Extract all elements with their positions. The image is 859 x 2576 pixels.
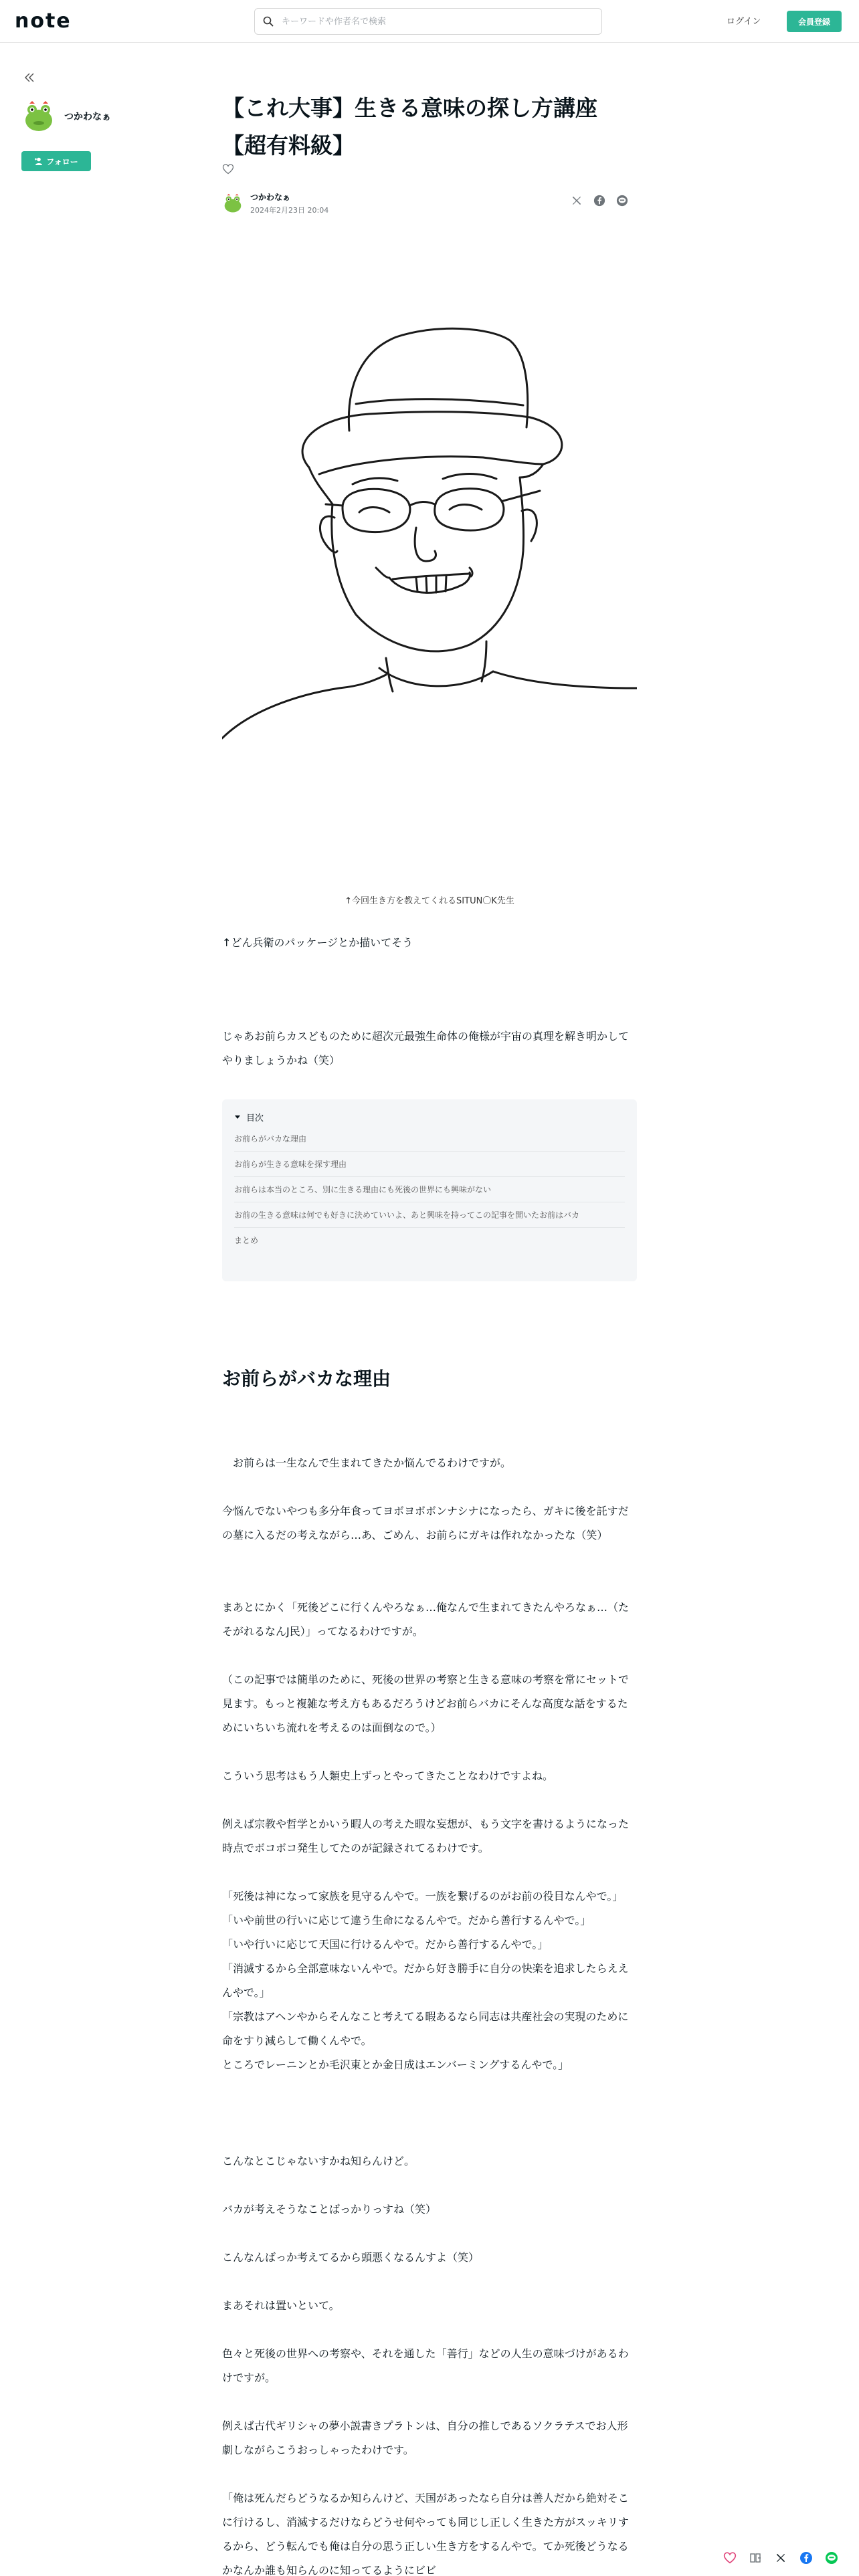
- chevron-down-icon: [234, 1113, 241, 1120]
- sidebar-author[interactable]: [21, 99, 111, 134]
- body-paragraph: 色々と死後の世界への考察や、それを通した「善行」などの人生の意味づけがあるわけですが。: [222, 2347, 629, 2384]
- follow-button[interactable]: [21, 151, 91, 171]
- toc-item[interactable]: お前らは本当のところ、別に生きる理由にも死後の世界にも興味がない: [234, 1177, 625, 1202]
- article-byline: [222, 191, 328, 215]
- floating-action-bar: [723, 2551, 839, 2565]
- toc-item[interactable]: お前らが生きる意味を探す理由: [234, 1152, 625, 1177]
- heart-icon[interactable]: [222, 163, 234, 175]
- intro-paragraph: じゃあお前らカスどものために超次元最強生命体の俺様が宇宙の真理を解き明かしてやりましょうかね（笑）: [222, 1030, 630, 1067]
- body-paragraph: 「死後は神になって家族を見守るんやで。一族を繋げるのがお前の役目なんやで。」 「いや前世の行いに応じて違う生命になるんやで。だから善行するんやで。」 「いや行いに応じて天国に行けるんやで。だから善行するんやで。」 「消滅するから全部意味ないんやで。だから好き勝手に自分の快楽を追求したらええんやで。」 「宗教はアヘンやからそんなこと考えてる暇あるなら同志は共産社会の実現のために命をすり減らして働くんやで。 ところでレーニンとか毛沢東とか金日成はエンバーミングするんやで。」: [222, 1890, 629, 2071]
- follow-label: フォロー: [46, 156, 78, 167]
- search-icon: [263, 16, 274, 27]
- body-paragraph: こういう思考はもう人類史上ずっとやってきたことなわけですよね。: [222, 1769, 554, 1782]
- toc-item[interactable]: まとめ: [234, 1236, 259, 1245]
- toc-item[interactable]: お前の生きる意味は何でも好きに決めていいよ、あと興味を持ってこの記事を開いたお前はバカ: [234, 1202, 625, 1228]
- body-paragraph: 例えば古代ギリシャの夢小説書きプラトンは、自分の推しであるソクラテスでお人形劇しながらこうおっしゃったわけです。: [222, 2420, 628, 2456]
- facebook-share-icon[interactable]: [799, 2551, 814, 2565]
- sidebar-author-name[interactable]: つかわなぁ: [64, 112, 111, 122]
- toc-item[interactable]: お前らがバカな理由: [234, 1126, 625, 1152]
- intro-paragraph: ↑どん兵衛のパッケージとか描いてそう: [222, 936, 413, 949]
- body-paragraph: こんなとこじゃないすかね知らんけど。: [222, 2155, 415, 2167]
- share-buttons: [570, 194, 629, 207]
- body-paragraph: （この記事では簡単のために、死後の世界の考察と生きる意味の考察を常にセットで見ます。もっと複雑な考え方もあるだろうけどお前らバカにそんな高度な話をするためにいちいち流れを考えるのは面倒なので。）: [222, 1673, 630, 1734]
- table-of-contents: [222, 1099, 637, 1281]
- body-paragraph: 「俺は死んだらどうなるか知らんけど、天国があったなら自分は善人だから絶対そこに行けるし、消滅するだけならどうせ何やっても同じし正しく生きた方がスッキリするから、どう転んでも俺は自分の思う正しい生き方をするんやで。てか死後どうなるかなんか誰も知らんのに知ってるようにビビ: [222, 2492, 629, 2576]
- heart-icon[interactable]: [723, 2551, 737, 2565]
- login-link[interactable]: ログイン: [727, 17, 761, 27]
- body-paragraph: お前らは一生なんで生まれてきたか悩んでるわけですが。: [222, 1457, 512, 1469]
- search-box[interactable]: [254, 8, 602, 35]
- toc-heading: 目次: [246, 1113, 264, 1123]
- hero-illustration: [222, 297, 637, 885]
- x-share-icon[interactable]: [773, 2551, 788, 2565]
- byline-author[interactable]: つかわなぁ: [250, 193, 291, 202]
- body-paragraph: まあそれは置いといて。: [222, 2299, 340, 2312]
- author-avatar[interactable]: [21, 99, 56, 134]
- body-paragraph: 今悩んでないやつも多分年食ってヨボヨボボンナシナになったら、ガキに後を託すだの墓に入るだの考えながら…あ、ごめん、お前らにガキは作れなかったな（笑）: [222, 1505, 629, 1541]
- magazine-icon[interactable]: [748, 2551, 763, 2565]
- x-share-icon[interactable]: [570, 194, 583, 207]
- toc-toggle[interactable]: [234, 1107, 625, 1126]
- body-paragraph: まあとにかく「死後どこに行くんやろなぁ…俺なんで生まれてきたんやろなぁ…（たそがれるなんJ民）」ってなるわけですが。: [222, 1601, 630, 1638]
- collapse-sidebar-icon[interactable]: [23, 71, 36, 84]
- note-logo[interactable]: note: [15, 9, 72, 33]
- site-header: [0, 0, 859, 43]
- search-input[interactable]: [282, 17, 576, 27]
- publish-date: 2024年2月23日 20:04: [250, 206, 329, 215]
- line-share-icon[interactable]: [615, 194, 629, 207]
- author-avatar[interactable]: [222, 193, 244, 214]
- image-caption: ↑今回生き方を教えてくれるSITUN〇K先生: [345, 896, 514, 906]
- facebook-share-icon[interactable]: [593, 194, 606, 207]
- body-paragraph: こんなんばっか考えてるから頭悪くなるんすよ（笑）: [222, 2251, 480, 2264]
- signup-button[interactable]: 会員登録: [787, 11, 842, 32]
- add-user-icon: [34, 156, 43, 166]
- body-paragraph: 例えば宗教や哲学とかいう暇人の考えた暇な妄想が、もう文字を書けるようになった時点でボコボコ発生してたのが記録されてるわけです。: [222, 1818, 630, 1854]
- line-share-icon[interactable]: [824, 2551, 839, 2565]
- article-title: 【これ大事】生きる意味の探し方講座【超有料級】: [222, 95, 597, 158]
- section-heading: お前らがバカな理由: [222, 1368, 391, 1390]
- body-paragraph: バカが考えそうなことばっかりっすね（笑）: [222, 2203, 437, 2216]
